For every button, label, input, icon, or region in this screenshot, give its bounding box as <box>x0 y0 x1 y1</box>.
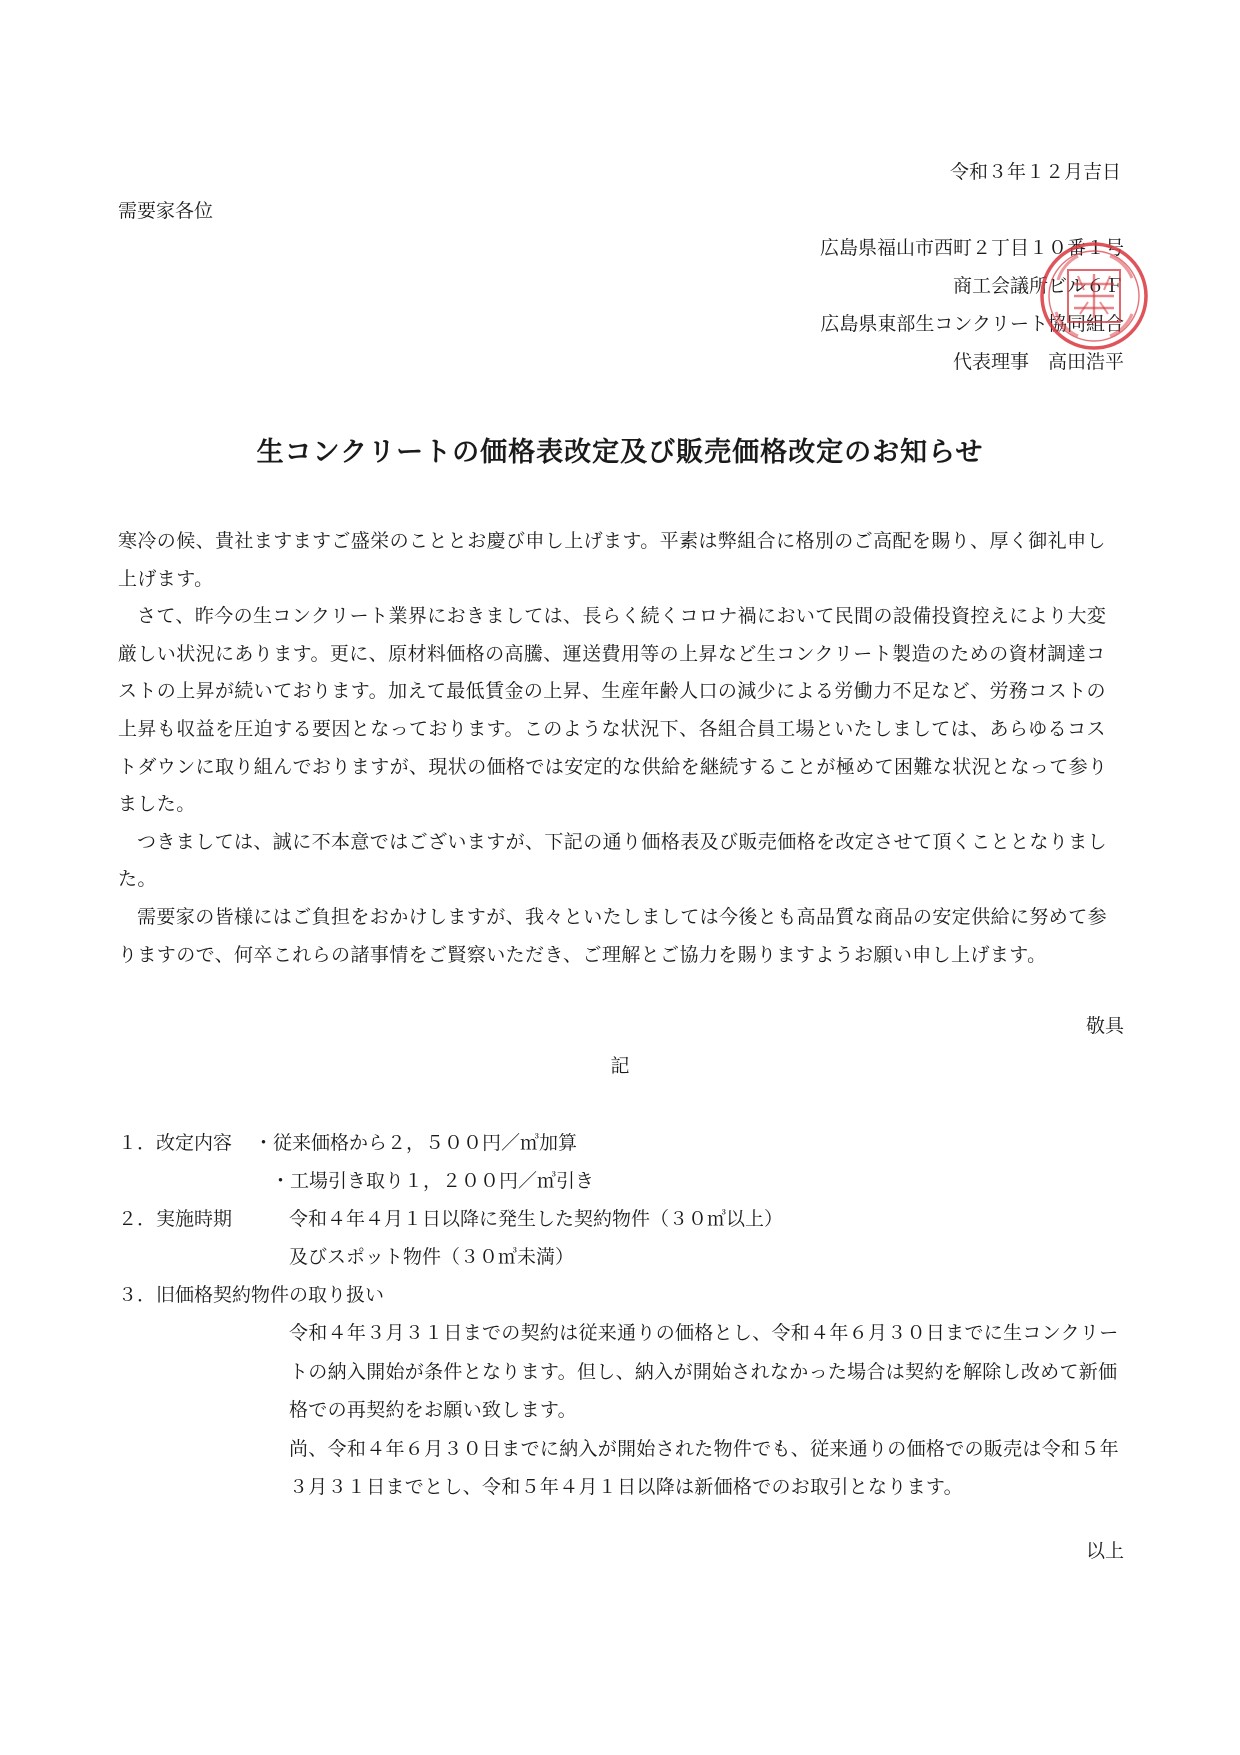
item1-label: １．改定内容 <box>118 1132 233 1154</box>
body-paragraph-greeting: 寒冷の候、貴社ますますご盛栄のこととお慶び申し上げます。平素は弊組合に格別のご高配を賜り、厚く御礼申し上げます。 <box>118 530 1106 590</box>
body-paragraph-revision: つきましては、誠に不本意ではございますが、下記の通り価格表及び販売価格を改定させて頂くこととなりました。 <box>118 830 1108 891</box>
letter-body <box>118 523 1124 974</box>
item3-paragraph1: 令和４年３月３１日までの契約は従来通りの価格とし、令和４年６月３０日までに生コンクリートの納入開始が条件となります。但し、納入が開始されなかった場合は契約を解除し改めて新価格での再契約をお願い致します。 <box>289 1322 1119 1422</box>
item2-line1: 令和４年４月１日以降に発生した契約物件（３０㎥以上） <box>289 1208 784 1230</box>
item-old-contract-handling <box>289 1314 1127 1507</box>
official-seal-stamp <box>1038 240 1150 352</box>
document-title: 生コンクリートの価格表改定及び販売価格改定のお知らせ <box>256 437 984 468</box>
body-paragraph-request: 需要家の皆様にはご負担をおかけしますが、我々といたしましては今後とも高品質な商品の安定供給に努めて参りますので、何卒これらの諸事情をご賢察いただき、ご理解とご協力を賜りますようお願い申し上げます。 <box>118 905 1108 966</box>
item2-label: ２．実施時期 <box>118 1208 233 1230</box>
sender-address-line2: 商工会議所ビル６Ｆ <box>952 275 1124 297</box>
document-date: 令和３年１２月吉日 <box>949 161 1121 183</box>
end-mark: 以上 <box>1085 1540 1124 1562</box>
ki-heading: 記 <box>610 1055 630 1077</box>
item2-line2: 及びスポット物件（３０㎥未満） <box>289 1246 575 1268</box>
item-revision-content <box>118 1124 577 1162</box>
closing-phrase: 敬具 <box>1085 1015 1124 1037</box>
recipient: 需要家各位 <box>118 200 214 222</box>
item1-line1: ・従来価格から２，５００円／㎥加算 <box>254 1132 578 1154</box>
sender-representative: 代表理事 高田浩平 <box>952 351 1124 373</box>
item3-paragraph2: 尚、令和４年６月３０日までに納入が開始された物件でも、従来通りの価格での販売は令和５年３月３１日までとし、令和５年４月１日以降は新価格でのお取引となります。 <box>289 1437 1119 1499</box>
item-implementation-period <box>118 1200 783 1238</box>
sender-address-line1: 広島県福山市西町２丁目１０番１号 <box>819 237 1124 259</box>
item1-line2: ・工場引き取り１，２００円／㎥引き <box>271 1170 595 1192</box>
item3-label: ３．旧価格契約物件の取り扱い <box>118 1284 385 1306</box>
sender-organization: 広島県東部生コンクリート協同組合 <box>820 313 1124 335</box>
body-paragraph-situation: さて、昨今の生コンクリート業界におきましては、長らく続くコロナ禍において民間の設備投資控えにより大変厳しい状況にあります。更に、原材料価格の高騰、運送費用等の上昇など生コンクリート製造のための資材調達コストの上昇が続いております。加えて最低賃金の上昇、生産年齢人口の減少による労働力不足など、労務コストの上昇も収益を圧迫する要因となっております。このような状況下、各組合員工場といたしましては、あらゆるコストダウンに取り組んでおりますが、現状の価格では安定的な供給を継続することが極めて困難な状況となって参りました。 <box>118 605 1108 816</box>
